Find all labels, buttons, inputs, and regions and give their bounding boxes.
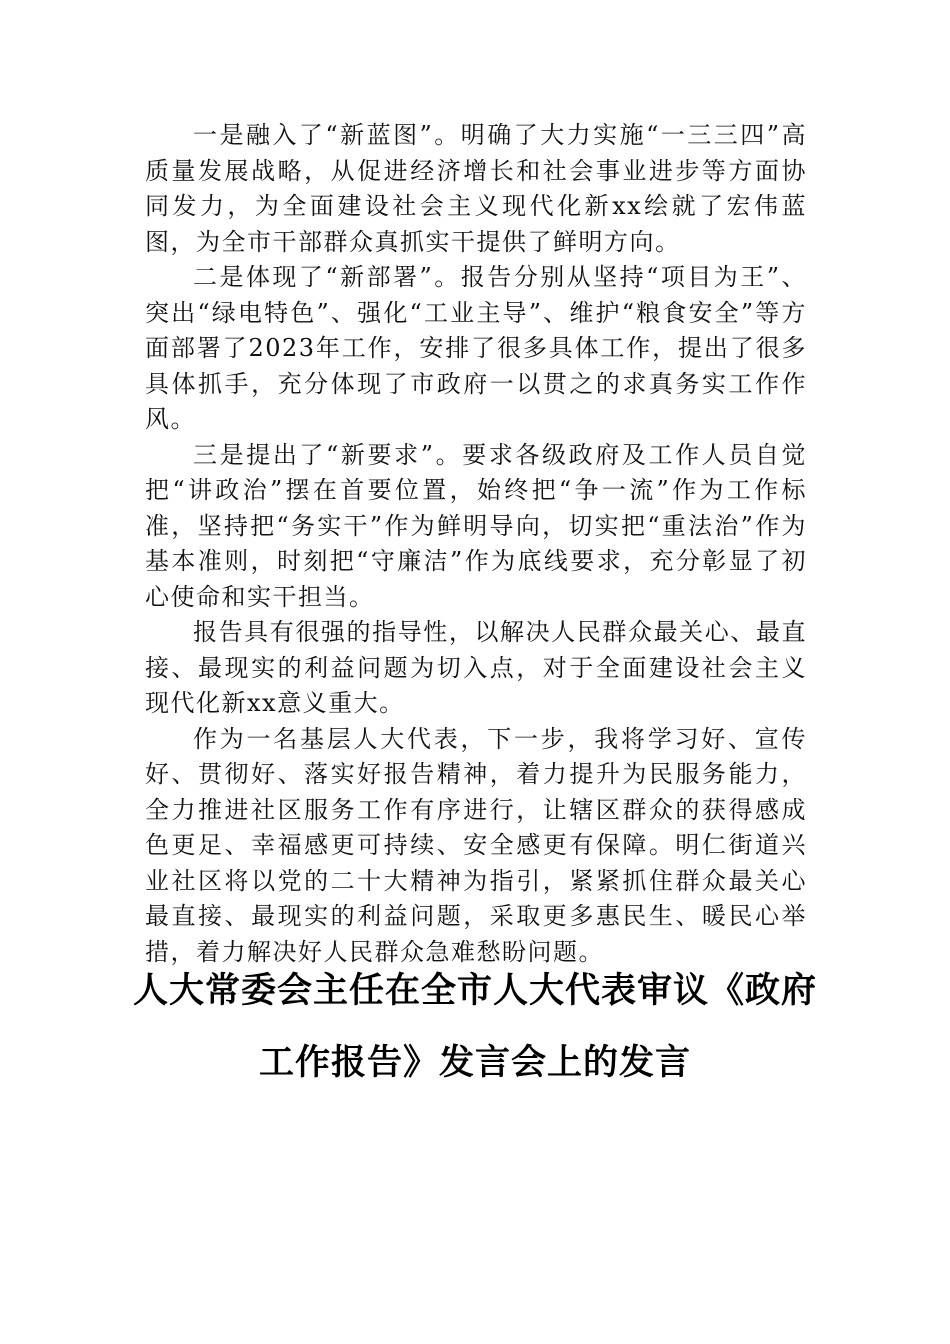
paragraph-new-blueprint: 一是融入了“新蓝图”。明确了大力实施“一三三四”高质量发展战略，从促进经济增长和社会事业进步等方面协同发力，为全面建设社会主义现代化新xx绘就了宏伟蓝图，为全市干部群众真抓实干提供了鲜明方向。	[145, 121, 807, 256]
paragraph-new-deployment: 二是体现了“新部署”。报告分别从坚持“项目为王”、突出“绿电特色”、强化“工业主导”、维护“粮食安全”等方面部署了2023年工作，安排了很多具体工作，提出了很多具体抓手，充分体现了市政府一以贯之的求真务实工作作风。	[145, 263, 807, 433]
paragraph-next-steps: 作为一名基层人大代表，下一步，我将学习好、宣传好、贯彻好、落实好报告精神，着力提升为民服务能力，全力推进社区服务工作有序进行，让辖区群众的获得感成色更足、幸福感更可持续、安全感更有保障。明仁街道兴业社区将以党的二十大精神为指引，紧紧抓住群众最关心最直接、最现实的利益问题，采取更多惠民生、暖民心举措，着力解决好人民群众急难愁盼问题。	[145, 724, 807, 966]
document-body	[145, 118, 807, 970]
paragraph-new-requirements: 三是提出了“新要求”。要求各级政府及工作人员自觉把“讲政治”摆在首要位置，始终把“争一流”作为工作标准，坚持把“务实干”作为鲜明导向，切实把“重法治”作为基本准则，时刻把“守廉洁”作为底线要求，充分彰显了初心使命和实干担当。	[145, 440, 807, 611]
document-title: 人大常委会主任在全市人大代表审议《政府工作报告》发言会上的发言	[132, 970, 817, 1083]
paragraph-guidance: 报告具有很强的指导性，以解决人民群众最关心、最直接、最现实的利益问题为切入点，对于全面建设社会主义现代化新xx意义重大。	[145, 618, 807, 717]
